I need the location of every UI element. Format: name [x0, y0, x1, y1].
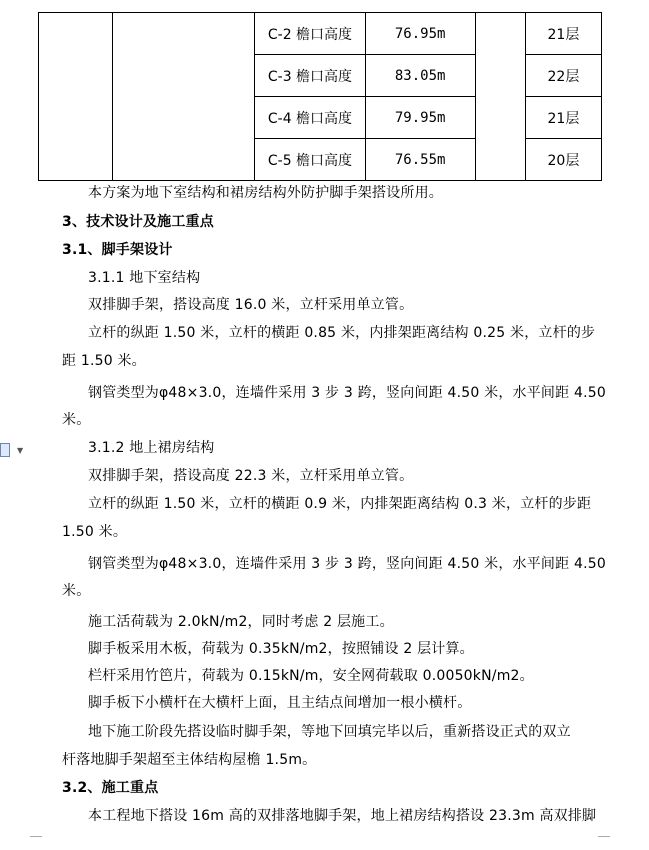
cell-height: 83.05m — [365, 55, 475, 97]
paragraph-continuation: 米。 — [62, 412, 91, 428]
document-icon[interactable] — [0, 443, 10, 457]
merged-cell-blank — [39, 13, 113, 181]
dropdown-arrow-icon[interactable]: ▼ — [17, 446, 24, 455]
cell-label: C-5 檐口高度 — [255, 139, 365, 181]
merged-cell-blank — [475, 13, 525, 181]
section-heading: 3、技术设计及施工重点 — [62, 214, 214, 230]
paragraph: 双排脚手架，搭设高度 22.3 米，立杆采用单立管。 — [88, 468, 414, 484]
cell-floors: 20层 — [525, 139, 601, 181]
cell-floors: 21层 — [525, 97, 601, 139]
paragraph: 立杆的纵距 1.50 米，立杆的横距 0.85 米，内排架距离结构 0.25 米，立杆的步 — [88, 325, 596, 341]
paragraph: 栏杆采用竹笆片，荷载为 0.15kN/m，安全网荷载取 0.0050kN/m2。 — [88, 668, 534, 684]
paragraph-continuation: 杆落地脚手架超至主体结构屋檐 1.5m。 — [62, 752, 317, 768]
cell-height: 79.95m — [365, 97, 475, 139]
paragraph: 本工程地下搭设 16m 高的双排落地脚手架，地上裙房结构搭设 23.3m 高双排脚 — [88, 808, 597, 824]
cell-label: C-3 檐口高度 — [255, 55, 365, 97]
paragraph: 脚手板采用木板，荷载为 0.35kN/m2，按照铺设 2 层计算。 — [88, 641, 474, 657]
paragraph: 脚手板下小横杆在大横杆上面，且主结点间增加一根小横杆。 — [88, 695, 472, 711]
paragraph-continuation: 1.50 米。 — [62, 524, 128, 540]
cell-label: C-4 檐口高度 — [255, 97, 365, 139]
paragraph-continuation: 距 1.50 米。 — [62, 353, 146, 369]
building-height-table — [38, 12, 602, 181]
page-corner-mark — [30, 836, 42, 849]
subsubsection-heading: 3.1.2 地上裙房结构 — [88, 440, 215, 456]
cell-height: 76.55m — [365, 139, 475, 181]
paragraph: 施工活荷载为 2.0kN/m2，同时考虑 2 层施工。 — [88, 614, 394, 630]
subsection-heading: 3.1、脚手架设计 — [62, 242, 173, 258]
paragraph-continuation: 米。 — [62, 583, 91, 599]
cell-label: C-2 檐口高度 — [255, 13, 365, 55]
cell-floors: 21层 — [525, 13, 601, 55]
paragraph: 立杆的纵距 1.50 米，立杆的横距 0.9 米，内排架距离结构 0.3 米，立杆的步距 — [88, 496, 592, 512]
paragraph: 地下施工阶段先搭设临时脚手架，等地下回填完毕以后，重新搭设正式的双立 — [88, 724, 571, 740]
merged-cell-blank — [113, 13, 255, 181]
cell-floors: 22层 — [525, 55, 601, 97]
page-corner-mark — [598, 836, 610, 849]
paragraph: 钢管类型为φ48×3.0，连墙件采用 3 步 3 跨，竖向间距 4.50 米，水平间距 4.50 — [88, 385, 606, 401]
cell-height: 76.95m — [365, 13, 475, 55]
paragraph: 钢管类型为φ48×3.0，连墙件采用 3 步 3 跨，竖向间距 4.50 米，水平间距 4.50 — [88, 556, 606, 572]
table-row — [39, 13, 602, 55]
paragraph: 双排脚手架，搭设高度 16.0 米，立杆采用单立管。 — [88, 297, 414, 313]
subsection-heading: 3.2、施工重点 — [62, 780, 159, 796]
paragraph: 本方案为地下室结构和裙房结构外防护脚手架搭设所用。 — [88, 185, 443, 201]
subsubsection-heading: 3.1.1 地下室结构 — [88, 270, 201, 286]
